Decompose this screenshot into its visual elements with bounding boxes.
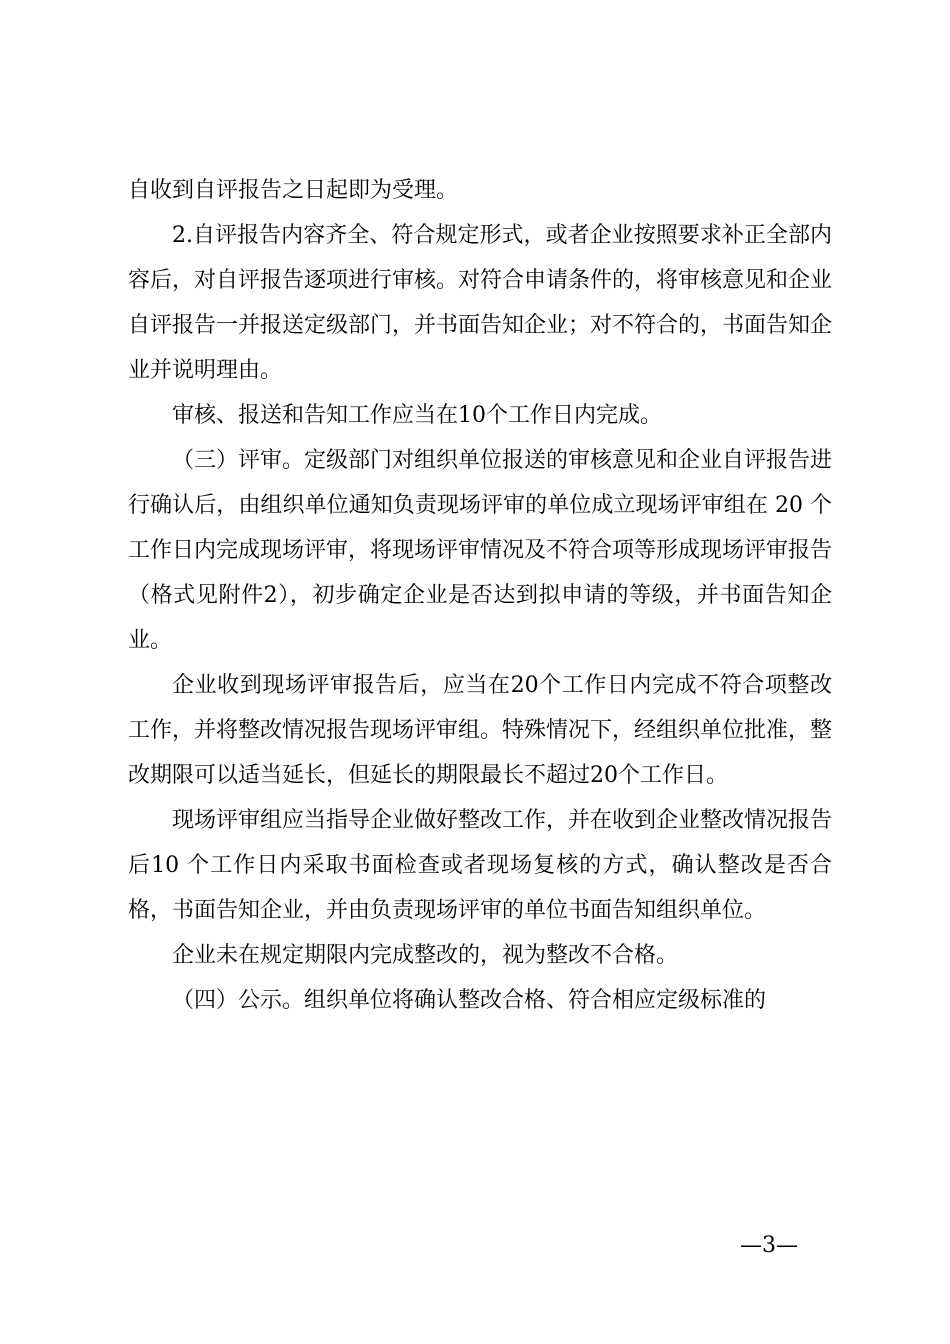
paragraph-2: 2.自评报告内容齐全、符合规定形式，或者企业按照要求补正全部内容后，对自评报告逐项进行审核。对符合申请条件的，将审核意见和企业自评报告一并报送定级部门，并书面告知企业；对不符合的，书面告知企业并说明理由。: [128, 223, 833, 383]
paragraph-4-review: （三）评审。定级部门对组织单位报送的审核意见和企业自评报告进行确认后，由组织单位通知负责现场评审的单位成立现场评审组在 20 个工作日内完成现场评审，将现场评审情况及不符合项等形成现场评审报告（格式见附件2），初步确定企业是否达到拟申请的等级，并书面告知企业。: [128, 448, 833, 653]
paragraph-5: 企业收到现场评审报告后，应当在20个工作日内完成不符合项整改工作，并将整改情况报告现场评审组。特殊情况下，经组织单位批准，整改期限可以适当延长，但延长的期限最长不超过20个工作日。: [128, 673, 833, 788]
page-number: —3—: [740, 1233, 798, 1258]
paragraph-7: 企业未在规定期限内完成整改的，视为整改不合格。: [172, 943, 679, 968]
paragraph-1: 自收到自评报告之日起即为受理。: [128, 178, 459, 203]
body-text: [128, 168, 832, 1023]
paragraph-6: 现场评审组应当指导企业做好整改工作，并在收到企业整改情况报告后10 个工作日内采取书面检查或者现场复核的方式，确认整改是否合格，书面告知企业，并由负责现场评审的单位书面告知组织单位。: [128, 808, 833, 923]
paragraph-8-publicity: （四）公示。组织单位将确认整改合格、符合相应定级标准的: [172, 988, 767, 1013]
paragraph-3: 审核、报送和告知工作应当在10个工作日内完成。: [172, 403, 662, 428]
